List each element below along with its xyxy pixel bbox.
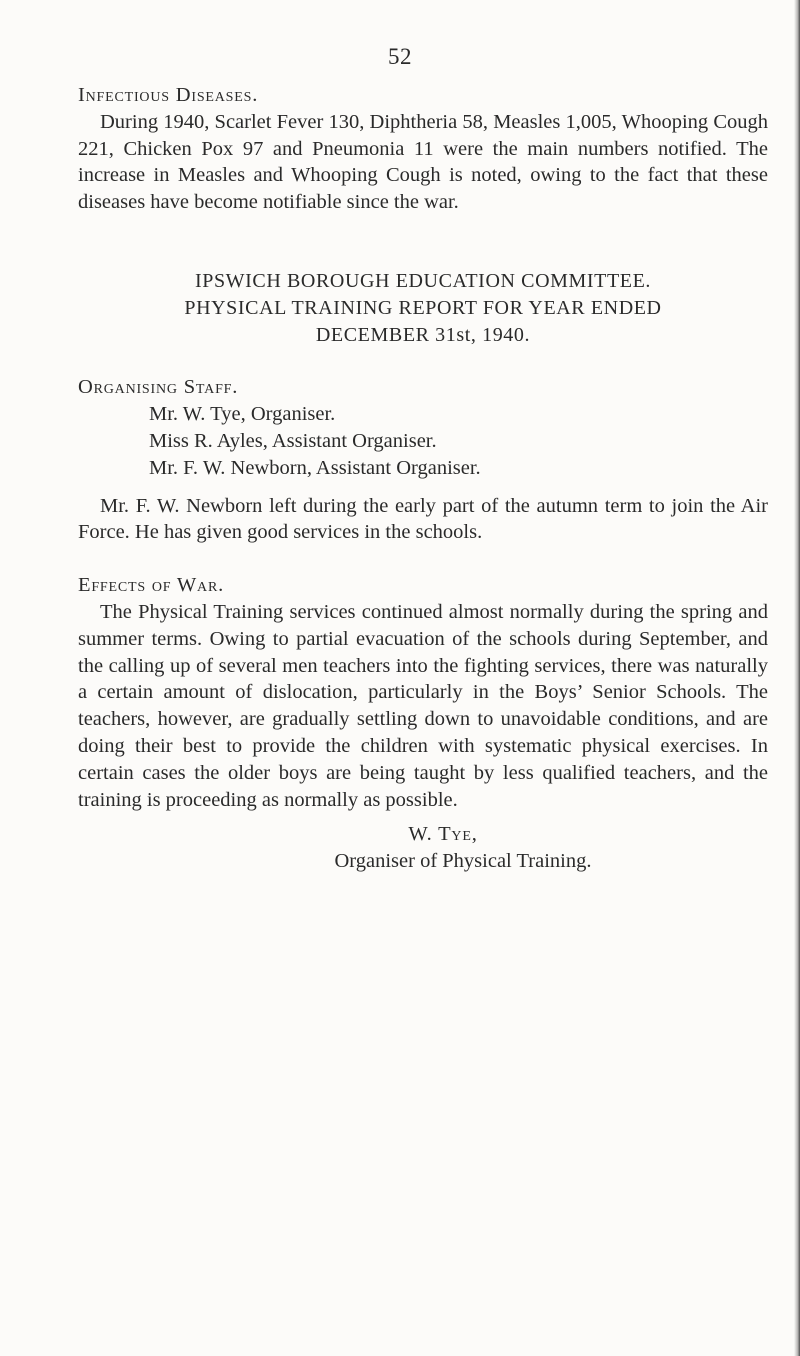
organising-staff-paragraph: Mr. F. W. Newborn left during the early part of the autumn term to join the Air Force. He has given good services in the schools.: [78, 494, 768, 544]
infectious-diseases-paragraph: During 1940, Scarlet Fever 130, Diphtheria 58, Measles 1,005, Whooping Cough 221, Chicken Pox 97 and Pneumonia 11 were the main numbers notified. The increase in Measles and Whooping Cough is noted, owing to the fact that these diseases have become notifiable since the war.: [78, 110, 768, 214]
report-title: [78, 268, 768, 348]
effects-of-war-paragraph: The Physical Training services continued almost normally during the spring and summer terms. Owing to partial evacuation of the schools during September, and the calling up of several men teachers into the fighting services, there was naturally a certain amount of dislocation, particularly in the Boys’ Senior Schools. The teachers, however, are gradually settling down to unavoidable conditions, and are doing their best to provide the children with systematic physical exercises. In certain cases the older boys are being taught by less qualified teachers, and the training is proceeding as normally as possible.: [78, 600, 768, 811]
staff-member: Mr. F. W. Newborn, Assistant Organiser.: [149, 456, 481, 479]
effects-of-war-heading: Effects of War.: [78, 574, 225, 597]
staff-list: [78, 401, 768, 481]
signature-role: Organiser of Physical Training.: [334, 850, 592, 873]
signature-block: [78, 821, 768, 875]
document-body: [78, 82, 768, 875]
page-number: 52: [388, 44, 412, 69]
organising-staff-heading: Organising Staff.: [78, 376, 239, 399]
report-title-line-3: DECEMBER 31st, 1940.: [315, 323, 531, 346]
page-edge-shadow: [794, 0, 800, 1356]
staff-member: Miss R. Ayles, Assistant Organiser.: [149, 429, 437, 452]
effects-of-war-section: [78, 572, 768, 813]
staff-member: Mr. W. Tye, Organiser.: [149, 403, 336, 426]
report-title-line-1: IPSWICH BOROUGH EDUCATION COMMITTEE.: [194, 269, 652, 292]
infectious-diseases-section: [78, 82, 768, 216]
signature-name: W. Tye,: [408, 823, 478, 846]
report-title-line-2: PHYSICAL TRAINING REPORT FOR YEAR ENDED: [184, 296, 662, 319]
organising-staff-section: [78, 374, 768, 546]
infectious-diseases-heading: Infectious Diseases.: [78, 84, 259, 106]
